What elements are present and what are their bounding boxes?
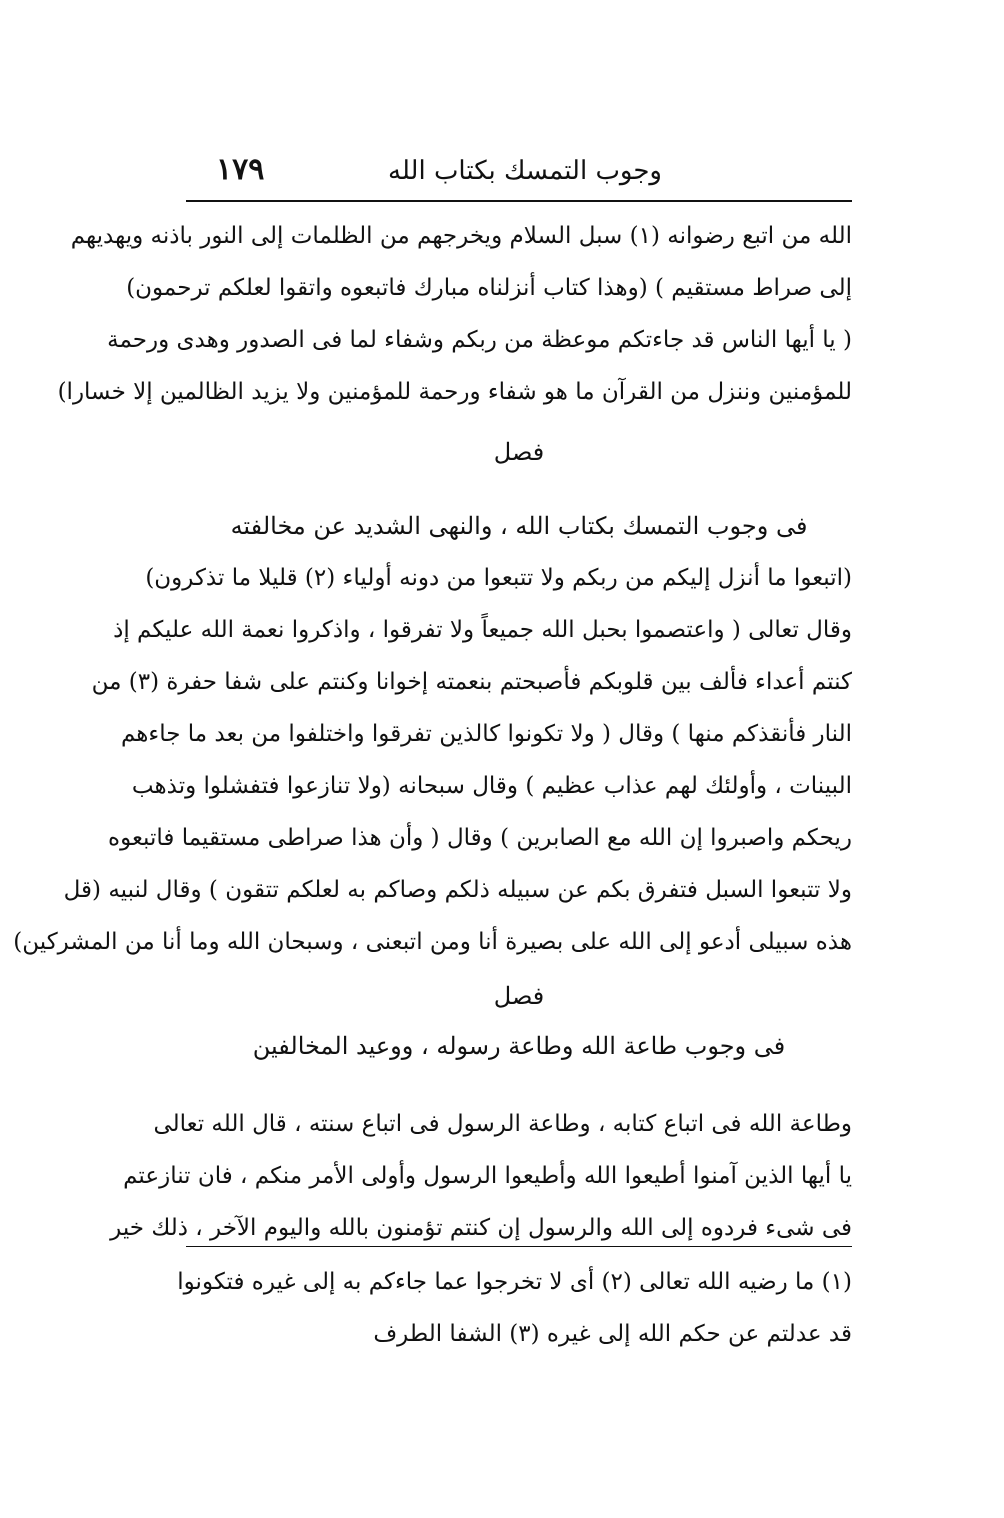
section-label: فصل [493, 438, 545, 466]
running-header [186, 152, 852, 202]
footnote-divider [186, 1246, 852, 1247]
page-number: ١٧٩ [216, 152, 265, 187]
footnote-line: قد عدلتم عن حكم الله إلى غيره (٣) الشفا الطرف [373, 1321, 852, 1347]
text-line: الله من اتبع رضوانه (١) سبل السلام ويخرجهم من الظلمات إلى النور باذنه ويهديهم [70, 223, 852, 249]
section-heading: فى وجوب التمسك بكتاب الله ، والنهى الشديد عن مخالفته [230, 512, 808, 540]
text-line: إلى صراط مستقيم ) (وهذا كتاب أنزلناه مبارك فاتبعوه واتقوا لعلكم ترحمون) [126, 275, 852, 301]
text-line: وطاعة الله فى اتباع كتابه ، وطاعة الرسول فى اتباع سنته ، قال الله تعالى [153, 1111, 852, 1137]
text-line: فى شىء فردوه إلى الله والرسول إن كنتم تؤمنون بالله واليوم الآخر ، ذلك خير [110, 1215, 852, 1241]
footnote-line: (١) ما رضيه الله تعالى (٢) أى لا تخرجوا عما جاءكم به إلى غيره فتكونوا [177, 1269, 852, 1295]
text-line: ريحكم واصبروا إن الله مع الصابرين ) وقال ( وأن هذا صراطى مستقيما فاتبعوه [108, 825, 852, 851]
section-heading: فى وجوب طاعة الله وطاعة رسوله ، ووعيد المخالفين [252, 1032, 786, 1060]
text-line: كنتم أعداء فألف بين قلوبكم فأصبحتم بنعمته إخوانا وكنتم على شفا حفرة (٣) من [91, 669, 852, 695]
text-line: ولا تتبعوا السبل فتفرق بكم عن سبيله ذلكم وصاكم به لعلكم تتقون ) وقال لنبيه (قل [63, 877, 852, 903]
text-line: النار فأنقذكم منها ) وقال ( ولا تكونوا كالذين تفرقوا واختلفوا من بعد ما جاءهم [120, 721, 852, 747]
text-line: للمؤمنين وننزل من القرآن ما هو شفاء ورحمة للمؤمنين ولا يزيد الظالمين إلا خسارا) [57, 379, 852, 405]
footnotes [177, 1256, 852, 1360]
text-line: يا أيها الذين آمنوا أطيعوا الله وأطيعوا الرسول وأولى الأمر منكم ، فان تنازعتم [123, 1163, 852, 1189]
opening-paragraph [57, 210, 852, 418]
section-one-body [13, 552, 852, 968]
text-line: (اتبعوا ما أنزل إليكم من ربكم ولا تتبعوا من دونه أولياء (٢) قليلا ما تذكرون) [145, 565, 852, 591]
section-label: فصل [493, 982, 545, 1010]
header-title: وجوب التمسك بكتاب الله [388, 156, 662, 186]
section-two-body [110, 1098, 852, 1254]
text-line: هذه سبيلى أدعو إلى الله على بصيرة أنا ومن اتبعنى ، وسبحان الله وما أنا من المشركين) [13, 929, 852, 955]
text-line: وقال تعالى ( واعتصموا بحبل الله جميعاً ولا تفرقوا ، واذكروا نعمة الله عليكم إذ [113, 617, 852, 643]
text-line: ( يا أيها الناس قد جاءتكم موعظة من ربكم وشفاء لما فى الصدور وهدى ورحمة [107, 327, 852, 353]
text-line: البينات ، وأولئك لهم عذاب عظيم ) وقال سبحانه (ولا تنازعوا فتفشلوا وتذهب [131, 773, 852, 799]
